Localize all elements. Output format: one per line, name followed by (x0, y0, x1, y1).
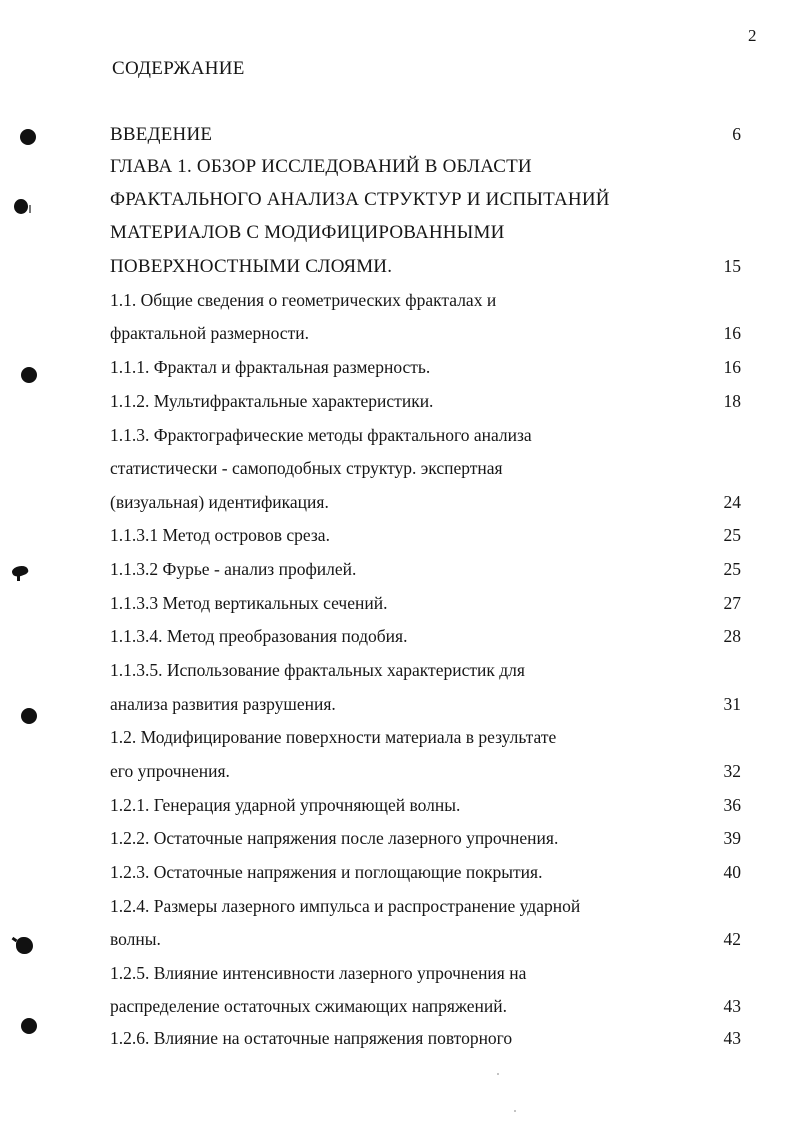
page-title: СОДЕРЖАНИЕ (112, 58, 245, 79)
toc-line-text: 1.1.1. Фрактал и фрактальная размерность. (110, 357, 431, 377)
toc-line-text: 1.2.1. Генерация ударной упрочняющей волны. (110, 795, 461, 815)
toc-line-text: 1.1. Общие сведения о геометрических фракталах и (110, 290, 497, 310)
toc-line (0, 896, 794, 924)
toc-line (0, 996, 794, 1024)
toc-page-number: 39 (723, 828, 741, 848)
toc-page-number: 36 (723, 795, 741, 815)
toc-line-text: 1.1.3. Фрактографические методы фрактального анализа (110, 425, 532, 445)
toc-line-text: 1.2.6. Влияние на остаточные напряжения повторного (110, 1028, 513, 1048)
toc-line (0, 124, 794, 152)
toc-line-text: 1.1.3.3 Метод вертикальных сечений. (110, 593, 388, 613)
scan-speck (514, 1110, 516, 1112)
toc-line-text: фрактальной размерности. (110, 323, 309, 343)
punch-hole-mark (17, 572, 20, 581)
punch-hole (16, 937, 33, 954)
toc-line (0, 761, 794, 789)
toc-page-number: 25 (723, 525, 741, 545)
toc-line-text: 1.1.3.1 Метод островов среза. (110, 525, 330, 545)
toc-line-text: 1.2.3. Остаточные напряжения и поглощающие покрытия. (110, 862, 543, 882)
toc-line-text: статистически - самоподобных структур. экспертная (110, 458, 503, 478)
toc-line (0, 256, 794, 284)
toc-line (0, 929, 794, 957)
scan-speck (497, 1073, 499, 1075)
toc-line (0, 458, 794, 486)
toc-line (0, 862, 794, 890)
toc-line-text: волны. (110, 929, 161, 949)
toc-line (0, 525, 794, 553)
toc-page-number: 15 (723, 256, 741, 276)
toc-page-number: 24 (723, 492, 741, 512)
page-number: 2 (748, 26, 757, 45)
toc-line (0, 1028, 794, 1056)
toc-page-number: 18 (723, 391, 741, 411)
toc-line (0, 727, 794, 755)
toc-line (0, 593, 794, 621)
toc-page-number: 31 (723, 694, 741, 714)
toc-line (0, 963, 794, 991)
toc-page-number: 25 (723, 559, 741, 579)
toc-line (0, 189, 794, 217)
toc-line (0, 357, 794, 385)
toc-line-text: 1.1.3.5. Использование фрактальных характеристик для (110, 660, 525, 680)
toc-line-text: распределение остаточных сжимающих напряжений. (110, 996, 508, 1016)
toc-line-text: ПОВЕРХНОСТНЫМИ СЛОЯМИ. (110, 256, 393, 277)
punch-hole-mark (29, 205, 31, 213)
toc-line-text: ФРАКТАЛЬНОГО АНАЛИЗА СТРУКТУР И ИСПЫТАНИЙ (110, 189, 610, 210)
toc-page-number: 28 (723, 626, 741, 646)
punch-hole (21, 367, 37, 383)
toc-page-number: 43 (723, 996, 741, 1016)
toc-line (0, 828, 794, 856)
punch-hole (20, 129, 36, 145)
toc-page-number: 6 (732, 124, 741, 144)
toc-page-number: 16 (723, 357, 741, 377)
toc-line (0, 425, 794, 453)
toc-line-text: 1.1.3.4. Метод преобразования подобия. (110, 626, 408, 646)
toc-line (0, 694, 794, 722)
toc-line-text: 1.2. Модифицирование поверхности материала в результате (110, 727, 557, 747)
punch-hole (21, 1018, 37, 1034)
toc-line (0, 492, 794, 520)
toc-line-text: анализа развития разрушения. (110, 694, 336, 714)
toc-line (0, 222, 794, 250)
toc-page-number: 27 (723, 593, 741, 613)
toc-line (0, 391, 794, 419)
toc-line-text: МАТЕРИАЛОВ С МОДИФИЦИРОВАННЫМИ (110, 222, 505, 243)
punch-hole (14, 199, 28, 214)
toc-line (0, 626, 794, 654)
toc-line-text: 1.1.2. Мультифрактальные характеристики. (110, 391, 434, 411)
toc-page-number: 42 (723, 929, 741, 949)
toc-line (0, 559, 794, 587)
toc-line-text: 1.1.3.2 Фурье - анализ профилей. (110, 559, 357, 579)
toc-page-number: 32 (723, 761, 741, 781)
toc-line (0, 323, 794, 351)
toc-line-text: 1.2.2. Остаточные напряжения после лазерного упрочнения. (110, 828, 559, 848)
punch-hole (21, 708, 37, 724)
toc-line (0, 795, 794, 823)
toc-line-text: (визуальная) идентификация. (110, 492, 329, 512)
toc-page-number: 40 (723, 862, 741, 882)
toc-page-number: 43 (723, 1028, 741, 1048)
toc-line-text: ВВЕДЕНИЕ (110, 124, 213, 145)
toc-line-text: ГЛАВА 1. ОБЗОР ИССЛЕДОВАНИЙ В ОБЛАСТИ (110, 156, 532, 177)
toc-line (0, 290, 794, 318)
toc-line (0, 156, 794, 184)
toc-line-text: его упрочнения. (110, 761, 230, 781)
toc-line-text: 1.2.5. Влияние интенсивности лазерного упрочнения на (110, 963, 527, 983)
toc-line (0, 660, 794, 688)
toc-page-number: 16 (723, 323, 741, 343)
toc-line-text: 1.2.4. Размеры лазерного импульса и распространение ударной (110, 896, 581, 916)
